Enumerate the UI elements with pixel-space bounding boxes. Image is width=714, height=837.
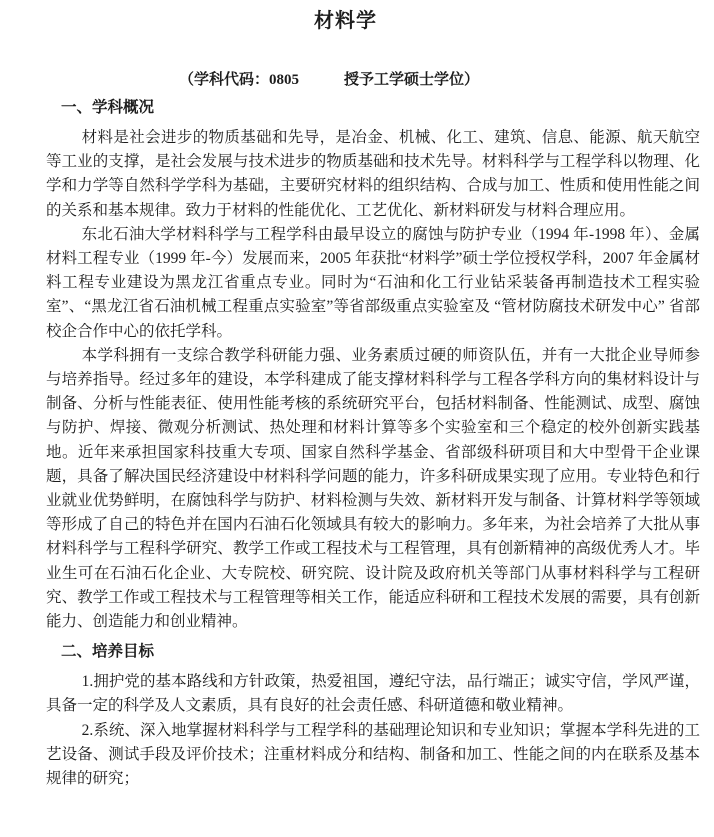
overview-paragraph-1: 材料是社会进步的物质基础和先导，是冶金、机械、化工、建筑、信息、能源、航天航空等工业的支撑，是社会发展与技术进步的物质基础和技术先导。材料科学与工程学科以物理、化学和力学等自然科学学科为基础，主要研究材料的组织结构、合成与加工、性质和使用性能之间的关系和基本规律。致力于材料的性能优化、工艺优化、新材料研发与材料合理应用。 — [46, 129, 700, 219]
section-heading-overview: 一、学科概况 — [61, 99, 155, 116]
training-goal-item-2: 2.系统、深入地掌握材料科学与工程学科的基础理论知识和专业知识；掌握本学科先进的工艺设备、测试手段及评价技术；注重材料成分和结构、制备和加工、性能之间的内在联系及基本规律的研究； — [46, 721, 700, 788]
section-overview — [46, 99, 700, 634]
subject-code-subtitle: （学科代码：0805 授予工学硕士学位） — [178, 72, 479, 88]
training-goal-item-1: 1.拥护党的基本路线和方针政策，热爱祖国，遵纪守法，品行端正；诚实守信，学风严谨，具备一定的科学及人文素质，具有良好的社会责任感、科研道德和敬业精神。 — [46, 673, 700, 715]
overview-paragraph-2: 东北石油大学材料科学与工程学科由最早设立的腐蚀与防护专业（1994 年-1998 年）、金属材料工程专业（1999 年-今）发展而来，2005 年获批“材料学”硕士学位授权学科，2007 年金属材料工程专业建设为黑龙江省重点专业。同时为“石油和化工行业钻采装备再制造技术工程实验室”、“黑龙江省石油机械工程重点实验室”等省部级重点实验室及 “管材防腐技术研发中心” 省部校企合作中心的依托学科。 — [46, 225, 700, 340]
section-training-goals — [46, 643, 700, 791]
section-heading-training-goals: 二、培养目标 — [61, 643, 155, 661]
overview-paragraph-3: 本学科拥有一支综合教学科研能力强、业务素质过硬的师资队伍，并有一大批企业导师参与培养指导。经过多年的建设，本学科建成了能支撑材料科学与工程各学科方向的集材料设计与制备、分析与性能表征、使用性能考核的系统研究平台，包括材料制备、性能测试、成型、腐蚀与防护、焊接、微观分析测试、热处理和材料计算等多个实验室和三个稳定的校外创新实践基地。近年来承担国家科技重大专项、国家自然科学基金、省部级科研项目和大中型骨干企业课题，具备了解决国民经济建设中材料科学问题的能力，许多科研成果实现了应用。专业特色和行业就业优势鲜明，在腐蚀科学与防护、材料检测与失效、新材料开发与制备、计算材料学等领域等形成了自己的特色并在国内石油石化领域具有较大的影响力。多年来，为社会培养了大批从事材料科学与工程科学研究、教学工作或工程技术与工程管理，具有创新精神的高级优秀人才。毕业生可在石油石化企业、大专院校、研究院、设计院及政府机关等部门从事材料科学与工程研究、教学工作或工程技术与工程管理等相关工作，能适应科研和工程技术发展的需要，具有创新能力、创造能力和创业精神。 — [46, 346, 700, 631]
page-title: 材料学 — [314, 10, 377, 32]
